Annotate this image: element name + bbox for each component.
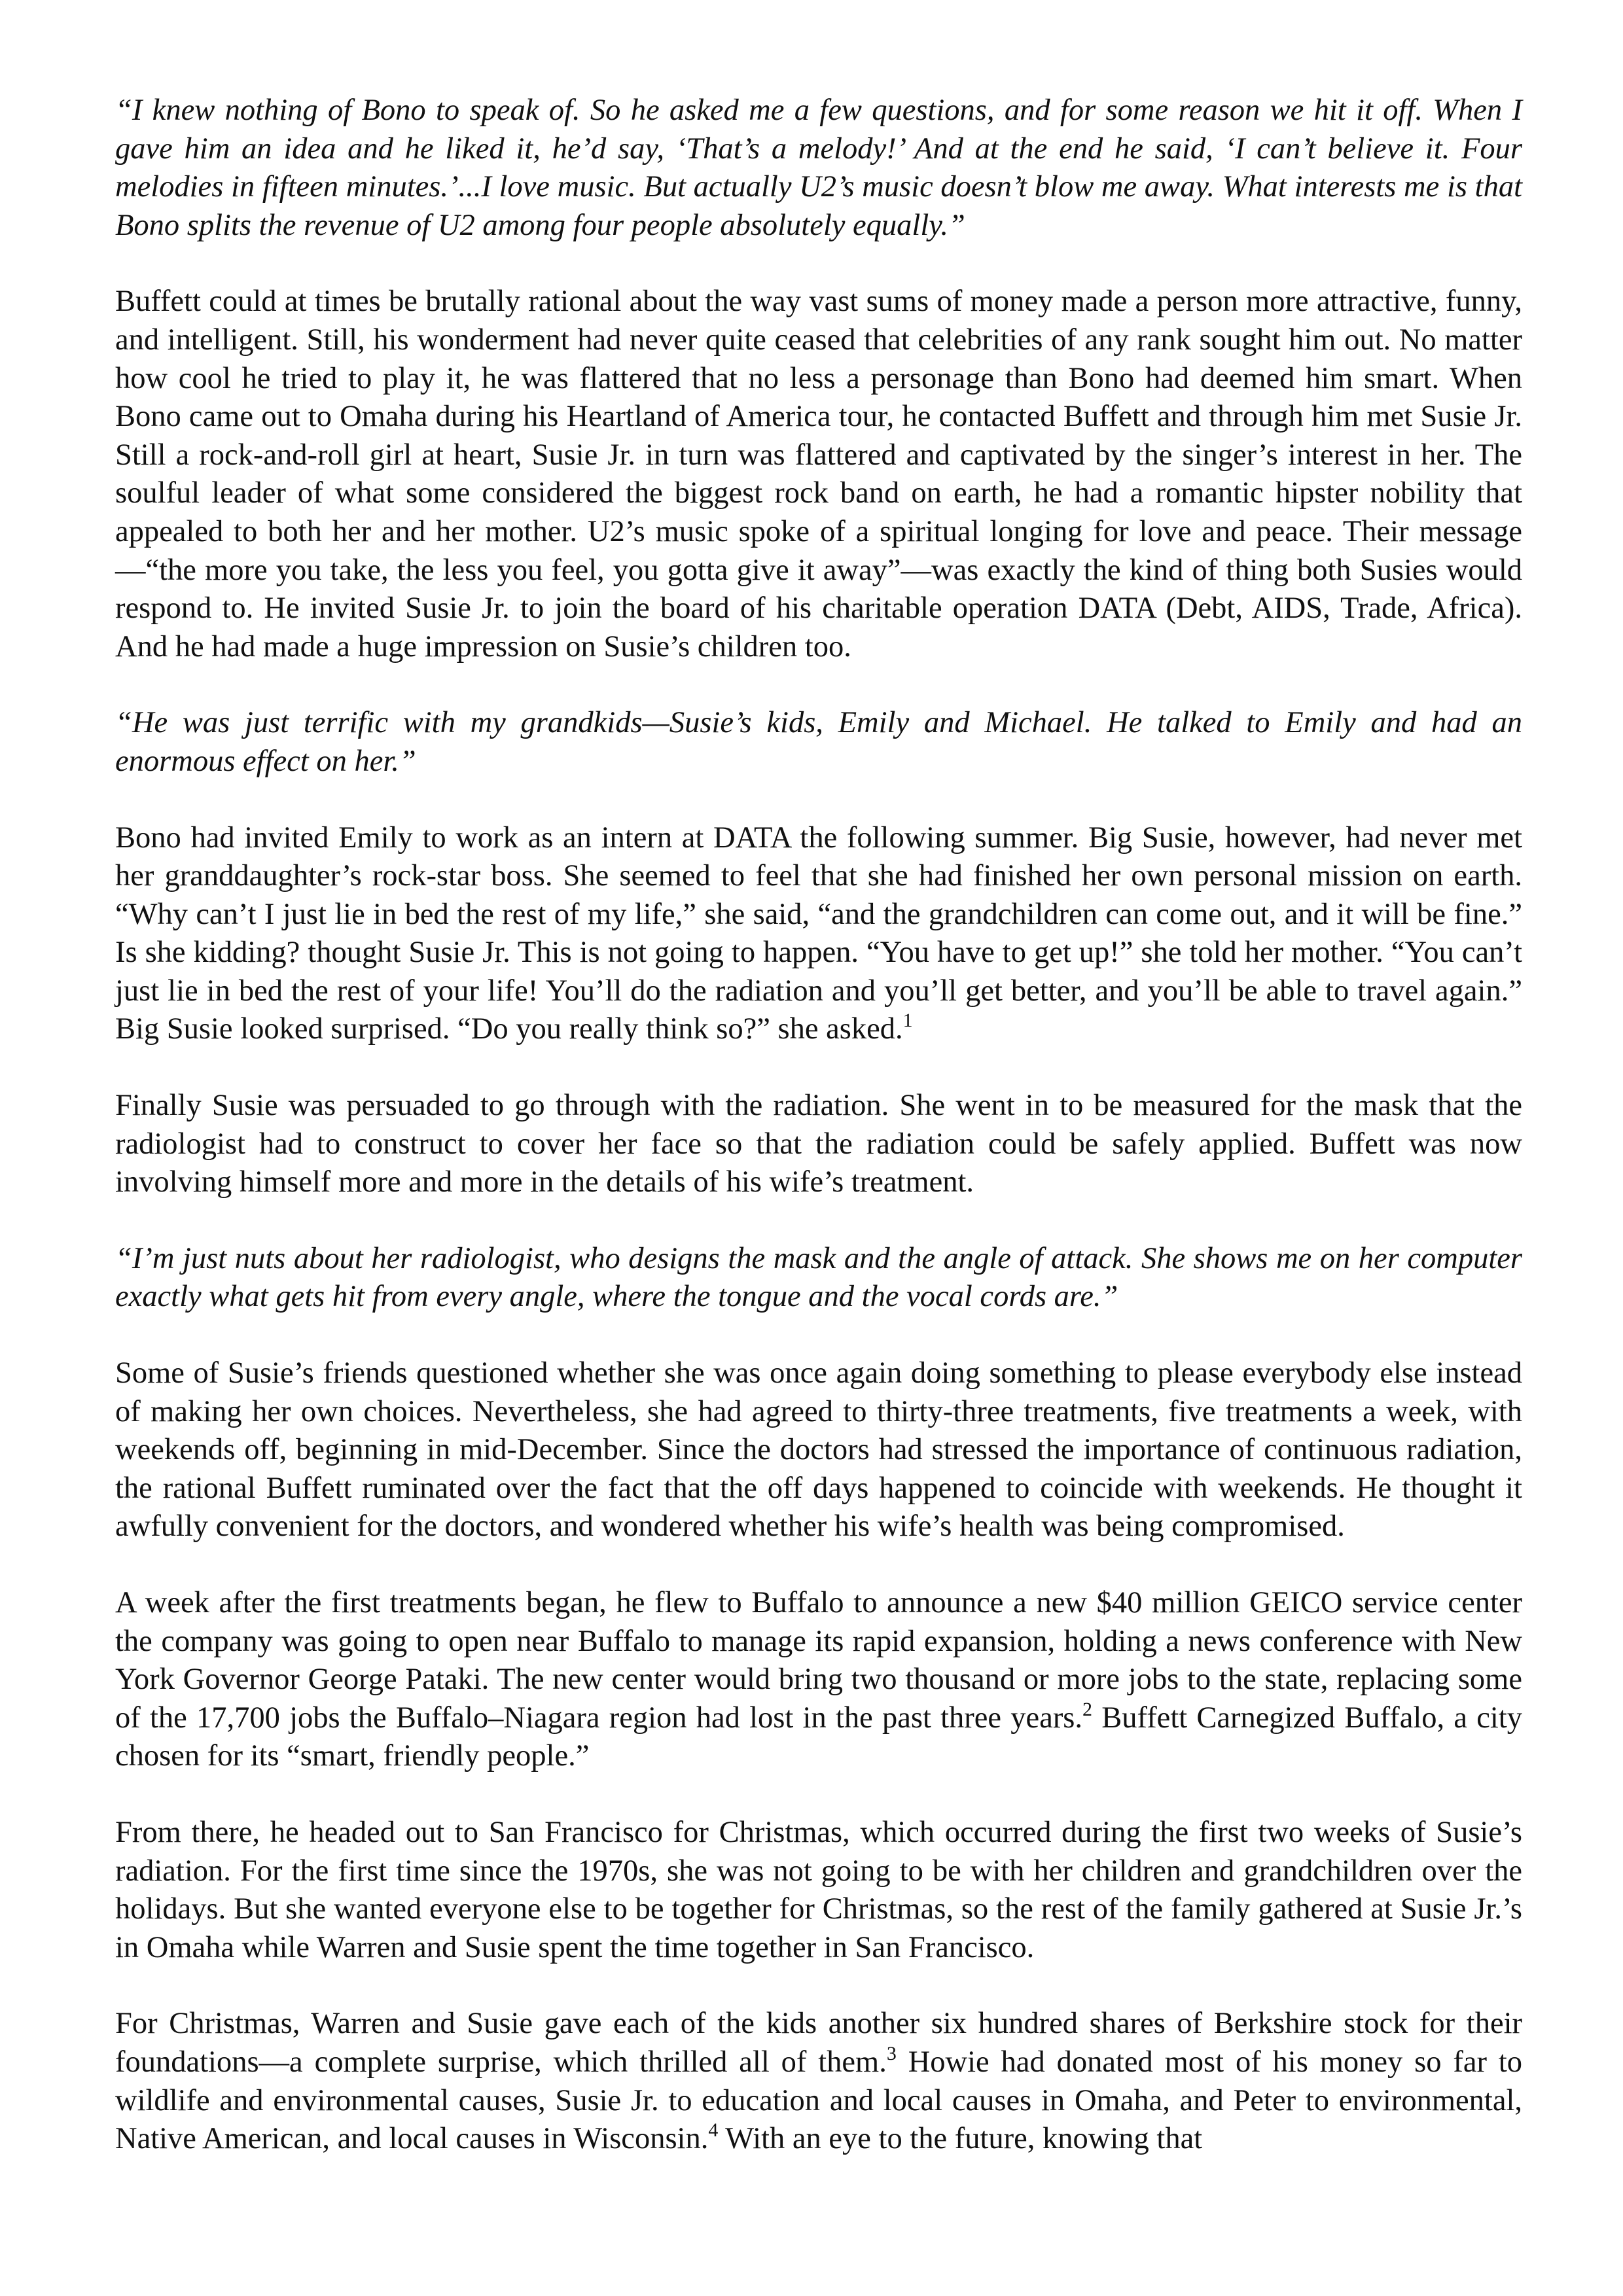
body-paragraph — [115, 819, 1522, 1050]
footnote-marker: 3 — [886, 2042, 897, 2064]
paragraph-text: Buffett could at times be brutally rational about the way vast sums of money made a person more attractive, funny, and intelligent. Still, his wonderment had never quite ceased that celebrities of any rank sought him out. No matter how cool he tried to play it, he was flattered that no less a personage than Bono had deemed him smart. When Bono came out to Omaha during his Heartland of America tour, he contacted Buffett and through him met Susie Jr. Still a rock-and-roll girl at heart, Susie Jr. in turn was flattered and captivated by the singer’s interest in her. The soulful leader of what some considered the biggest rock band on earth, he had a romantic hipster nobility that appealed to both her and her mother. U2’s music spoke of a spiritual longing for love and peace. Their message—“the more you take, the less you feel, you gotta give it away”—was exactly the kind of thing both Susies would respond to. He invited Susie Jr. to join the board of his charitable operation DATA (Debt, AIDS, Trade, Africa). And he had made a huge impression on Susie’s children too. — [115, 285, 1522, 663]
paragraph-text: A week after the first treatments began, he flew to Buffalo to announce a new $40 million GEICO service center the company was going to open near Buffalo to manage its rapid expansion, holding a news conference with New York Governor George Pataki. The new center would bring two thousand or more jobs to the state, replacing some of the 17,700 jobs the Buffalo–Niagara region had lost in the past three years. — [115, 1586, 1522, 1735]
body-paragraph — [115, 2005, 1522, 2158]
paragraph-text: For Christmas, Warren and Susie gave each of the kids another six hundred shares of Berkshire stock for their foundations—a complete surprise, which thrilled all of them. — [115, 2007, 1522, 2079]
quote-paragraph — [115, 92, 1522, 245]
body-paragraph — [115, 1584, 1522, 1776]
footnote-marker: 1 — [902, 1010, 913, 1032]
body-paragraph — [115, 1087, 1522, 1202]
paragraph-text: Finally Susie was persuaded to go through with the radiation. She went in to be measured for the mask that the radiologist had to construct to cover her face so that the radiation could be safely applied. Buffett was now involving himself more and more in the details of his wife’s treatment. — [115, 1089, 1522, 1199]
quote-paragraph — [115, 704, 1522, 781]
paragraph-text: Bono had invited Emily to work as an intern at DATA the following summer. Big Susie, however, had never met her granddaughter’s rock-star boss. She seemed to feel that she had finished her own personal mission on earth. “Why can’t I just lie in bed the rest of my life,” she said, “and the grandchildren can come out, and it will be fine.” Is she kidding? thought Susie Jr. This is not going to happen. “You have to get up!” she told her mother. “You can’t just lie in bed the rest of your life! You’ll do the radiation and you’ll get better, and you’ll be able to travel again.” Big Susie looked surprised. “Do you really think so?” she asked. — [115, 821, 1522, 1046]
document-page — [115, 92, 1522, 2197]
paragraph-text: “He was just terrific with my grandkids—Susie’s kids, Emily and Michael. He talked to Emily and had an enormous effect on her.” — [115, 706, 1522, 778]
paragraph-text: “I knew nothing of Bono to speak of. So he asked me a few questions, and for some reason we hit it off. When I gave him an idea and he liked it, he’d say, ‘That’s a melody!’ And at the end he said, ‘I can’t believe it. Four melodies in fifteen minutes.’...I love music. But actually U2’s music doesn’t blow me away. What interests me is that Bono splits the revenue of U2 among four people absolutely equally.” — [115, 94, 1522, 242]
paragraph-text: “I’m just nuts about her radiologist, who designs the mask and the angle of attack. She shows me on her computer exactly what gets hit from every angle, where the tongue and the vocal cords are.” — [115, 1241, 1522, 1314]
footnote-marker: 4 — [708, 2119, 719, 2142]
quote-paragraph — [115, 1240, 1522, 1316]
body-paragraph — [115, 283, 1522, 666]
paragraph-text: Buffett Carnegized Buffalo, a city chosen for its “smart, friendly people.” — [115, 1701, 1523, 1773]
body-paragraph — [115, 1814, 1522, 1967]
paragraph-text: Howie had donated most of his money so far to wildlife and environmental causes, Susie Jr. to education and local causes in Omaha, and Peter to environmental, Native American, and local causes in Wisconsin. — [115, 2045, 1522, 2156]
paragraph-text: With an eye to the future, knowing that — [718, 2122, 1203, 2156]
footnote-marker: 2 — [1082, 1698, 1093, 1720]
body-paragraph — [115, 1354, 1522, 1546]
paragraph-text: Some of Susie’s friends questioned whether she was once again doing something to please everybody else instead of making her own choices. Nevertheless, she had agreed to thirty-three treatments, five treatments a week, with weekends off, beginning in mid-December. Since the doctors had stressed the importance of continuous radiation, the rational Buffett ruminated over the fact that the off days happened to coincide with weekends. He thought it awfully convenient for the doctors, and wondered whether his wife’s health was being compromised. — [115, 1356, 1522, 1544]
paragraph-text: From there, he headed out to San Francisco for Christmas, which occurred during the first two weeks of Susie’s radiation. For the first time since the 1970s, she was not going to be with her children and grandchildren over the holidays. But she wanted everyone else to be together for Christmas, so the rest of the family gathered at Susie Jr.’s in Omaha while Warren and Susie spent the time together in San Francisco. — [115, 1815, 1522, 1964]
